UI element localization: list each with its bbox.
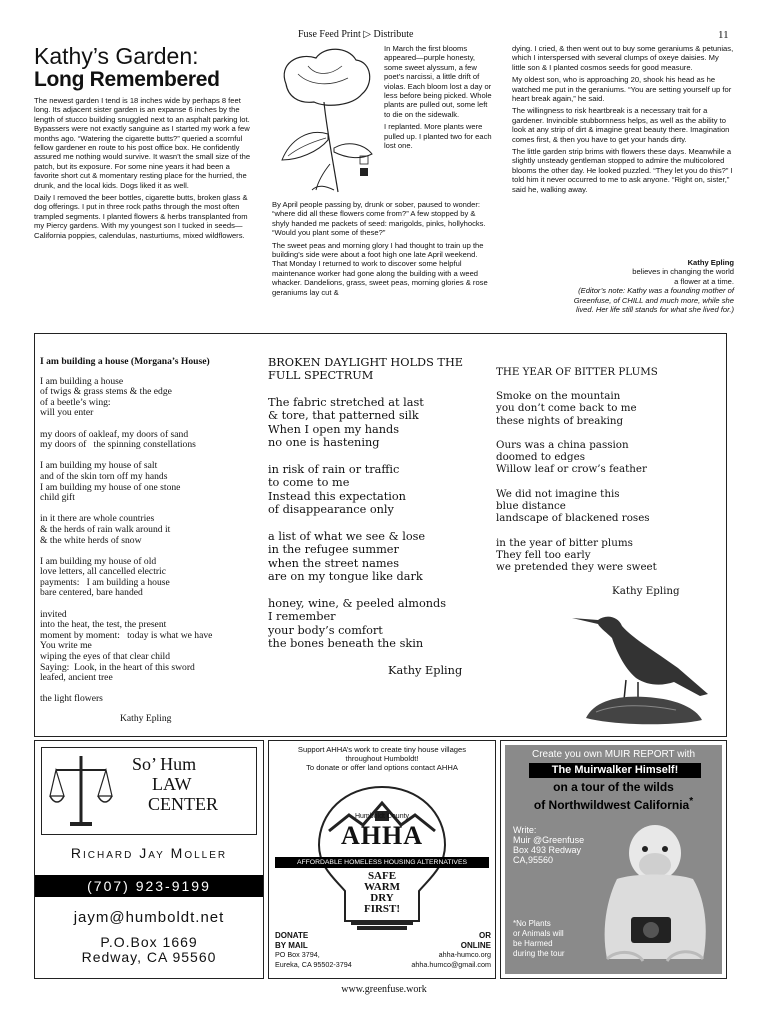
- poem-line: of disappearance only: [268, 503, 394, 517]
- poem-line: the light flowers: [40, 693, 103, 705]
- muir-disclaimer-line: be Harmed: [513, 939, 553, 948]
- poem-line: Willow leaf or crow’s feather: [496, 463, 647, 476]
- ahha-slogan-line: DRY: [370, 892, 394, 904]
- poem-line: to come to me: [268, 476, 350, 490]
- ahha-po-line: Eureka, CA 95502-3794: [275, 959, 352, 969]
- ahha-po-line: PO Box 3794,: [275, 950, 320, 959]
- ahha-online-label: OR: [479, 931, 491, 940]
- poem-line: child gift: [40, 492, 75, 504]
- muir-tour-line: on a tour of the wilds: [553, 780, 674, 794]
- article-paragraph: By April people passing by, drunk or sober, paused to wonder: “where did all these flowers come from?” A few stopped by & shyly handed me packets of seed: marigolds, pinks, hollyhocks. “Would you plant some of these?”: [272, 200, 486, 238]
- poem-line: Smoke on the mountain: [496, 390, 621, 403]
- poem-title: I am building a house (Morgana’s House): [40, 356, 210, 367]
- article-paragraph: dying. I cried, & then went out to buy some geraniums & petunias, which I interspersed with several clumps of oxeye daisies. My little son & I planted cosmos seeds for good measure.: [512, 44, 734, 72]
- poem-line: [268, 516, 493, 529]
- poem-bitter-plums: [496, 366, 696, 597]
- poem-line: [40, 599, 260, 610]
- poppy-illustration: [268, 44, 380, 194]
- muir-address-line: Write:: [513, 825, 537, 835]
- muir-disclaimer: [513, 919, 565, 959]
- muir-headline: Create you own MUIR REPORT with: [531, 749, 696, 760]
- poem-line: and of the skin torn off my hands: [40, 470, 168, 482]
- poem-line: You write me: [40, 640, 92, 652]
- poem-line: [268, 584, 493, 597]
- poem-line: leafed, ancient tree: [40, 672, 113, 684]
- poem-title: FULL SPECTRUM: [268, 369, 374, 383]
- poem-line: We did not imagine this: [496, 487, 620, 500]
- muir-region: of Northwildwest California: [533, 798, 690, 812]
- poem-line: [268, 449, 493, 462]
- article-paragraph: I replanted. More plants were pulled up. I planted two for each lost one.: [384, 122, 492, 151]
- poem-line: the bones beneath the skin: [268, 637, 424, 651]
- ahha-website[interactable]: ahha-humco.org: [438, 950, 491, 959]
- muir-asterisk: *: [689, 796, 694, 807]
- law-address-line: P.O.Box 1669: [100, 934, 198, 950]
- poem-line: honey, wine, & peeled almonds: [268, 596, 447, 610]
- poem-line: invited: [40, 608, 67, 620]
- article-column-2-top: [384, 44, 494, 153]
- chimpanzee-photo-icon: [587, 819, 719, 971]
- poem-author: Kathy Epling: [388, 663, 463, 677]
- poem-line: love letters, all cancelled electric: [40, 566, 166, 578]
- muir-address-line: CA,95560: [513, 855, 554, 865]
- poem-line: Ours was a china passion: [496, 439, 629, 452]
- law-name-line: So’ Hum: [132, 754, 197, 774]
- ahha-email[interactable]: ahha.humco@gmail.com: [411, 959, 491, 969]
- poem-author: Kathy Epling: [120, 713, 172, 724]
- attorney-name: Richard Jay Moller: [70, 845, 228, 861]
- poem-line: a list of what we see & lose: [268, 529, 426, 543]
- poem-line: in risk of rain or traffic: [268, 462, 400, 476]
- muir-subheadline: The Muirwalker Himself!: [529, 763, 701, 778]
- poem-line: when the street names: [268, 556, 400, 570]
- law-phone: (707) 923-9199: [35, 875, 263, 897]
- poem-line: Instead this expectation: [268, 489, 406, 503]
- footer-url[interactable]: www.greenfuse.work: [341, 984, 427, 995]
- poem-line: payments: I am building a house: [40, 576, 170, 588]
- poem-line: you don’t come back to me: [496, 402, 637, 415]
- ahha-online-info: [411, 931, 491, 969]
- poem-line: will you enter: [40, 407, 94, 419]
- poem-lines: [40, 377, 260, 705]
- article-column-3: [512, 44, 734, 197]
- law-center-name: [132, 754, 218, 814]
- article-paragraph: My oldest son, who is approaching 20, shook his head as he watched me put in the geraniums. “You are setting yourself up for heart break again,” he said.: [512, 75, 732, 104]
- poem-line: & tore, that patterned silk: [268, 409, 419, 423]
- poem-line: The fabric stretched at last: [268, 395, 424, 409]
- poem-line: [40, 419, 260, 430]
- author-name: Kathy Epling: [687, 258, 734, 267]
- poem-line: we pretended they were sweet: [496, 561, 657, 574]
- law-logo-box: [41, 747, 257, 835]
- poem-line: I remember: [268, 610, 336, 624]
- article-column-2-bottom: [272, 200, 494, 300]
- poem-broken-daylight: [268, 356, 493, 677]
- poem-line: my doors of the spinning constellations: [40, 439, 196, 451]
- ahha-donate-label: BY MAIL: [275, 940, 308, 950]
- editor-note-line: Greenfuse, of CHILL and much more, while she: [573, 295, 734, 305]
- muir-write-address: [513, 825, 584, 865]
- article-title-line1: Kathy’s Garden:: [34, 43, 199, 69]
- poem-line: are on my tongue like dark: [268, 570, 423, 584]
- law-address: [35, 935, 263, 965]
- poem-line: blue distance: [496, 500, 566, 513]
- ahha-intro: [269, 745, 495, 772]
- editor-note-line: (Editor’s note: Kathy was a founding mother of: [578, 286, 734, 296]
- poppy-icon: [268, 44, 380, 194]
- poem-line: in the year of bitter plums: [496, 536, 633, 549]
- poem-line: these nights of breaking: [496, 414, 624, 427]
- scales-of-justice-icon: [48, 752, 114, 830]
- muir-tour-line: [505, 796, 722, 812]
- poem-line: in the refugee summer: [268, 543, 399, 557]
- ahha-slogan-line: SAFE: [367, 870, 397, 882]
- poem-line: your body’s comfort: [268, 623, 383, 637]
- poem-line: & the herds of rain walk around it: [40, 523, 171, 535]
- poem-line: I am building my house of one stone: [40, 481, 181, 493]
- poem-line: my doors of oakleaf, my doors of sand: [40, 428, 189, 440]
- article-paragraph: The newest garden I tend is 18 inches wide by perhaps 8 feet long. Its adjacent sister garden is an expanse 6 inches by the length of stucco building snuggled next to an asphalt parking lot. Bypassers were not exactly sanguine as I started my work a few months ago. “Watering the cigarette butts?” queried a scornful fellow gardener en route to his post office box. He confidently assured me nothing would survive. It wasn’t the small size of the patch, but its exposure. For some nine years it had been a favorite short cut & momentary resting place for the hurried, the drunk, and the local kids. Dogs liked it as well.: [34, 96, 251, 190]
- author-bio-line: a flower at a time.: [674, 276, 734, 286]
- editor-note-line: lived. Her life still stands for what she lived for.): [576, 305, 734, 315]
- poem-line: into the heat, the test, the present: [40, 619, 167, 631]
- poem-morganas-house: [40, 357, 260, 725]
- article-title: [34, 44, 256, 91]
- poem-line: I am building my house of salt: [40, 460, 158, 472]
- ahha-tagline: AFFORDABLE HOMELESS HOUSING ALTERNATIVES: [275, 857, 489, 868]
- poem-lines: [496, 390, 696, 573]
- poem-line: They fell too early: [496, 548, 591, 561]
- poem-line: & the white herds of snow: [40, 534, 142, 546]
- article-paragraph: Daily I removed the beer bottles, cigarette butts, broken glass & dog offerings. I put in three rock paths through the most often trampled segments. I planted flowers & herbs transplanted from my Piercy gardens. With my youngest son I tucked in seeds—California poppies, calendulas, nasturtiums, mixed wildflowers.: [34, 193, 248, 240]
- poem-line: Saying: Look, in the heart of this sword: [40, 661, 195, 673]
- muir-ad-panel: [505, 745, 722, 974]
- law-name-line: CENTER: [148, 794, 218, 814]
- law-name-line: LAW: [152, 774, 192, 794]
- article-paragraph: The little garden strip brims with flowers these days. Meanwhile a slightly unsteady gentleman stopped to admire the multicolored blooms the other day. He looked puzzled. “They let you do this?” I told him it never occurred to me to ask anyone. “Right on, sister,” said he, walking away.: [512, 147, 733, 194]
- law-center-ad: [34, 740, 264, 979]
- bird-illustration: [566, 608, 716, 728]
- poem-line: of twigs & grass stems & the edge: [40, 386, 172, 398]
- ahha-slogan-line: WARM: [363, 881, 401, 893]
- poem-line: When I open my hands: [268, 422, 400, 436]
- poem-line: of a beetle’s wing:: [40, 396, 111, 408]
- page-number: 11: [718, 29, 729, 41]
- ahha-slogan: [342, 871, 422, 915]
- muir-disclaimer-line: *No Plants: [513, 919, 551, 928]
- poem-title: THE YEAR OF BITTER PLUMS: [496, 366, 658, 378]
- ahha-mail-info: [275, 931, 352, 969]
- header-nav: Fuse Feed Print ▷ Distribute: [298, 29, 414, 40]
- poem-author: Kathy Epling: [612, 585, 680, 598]
- ahha-slogan-line: FIRST!: [363, 903, 401, 915]
- ahha-intro-line: throughout Humboldt!: [345, 754, 419, 763]
- poem-line: no one is hastening: [268, 436, 380, 450]
- muir-disclaimer-line: during the tour: [513, 949, 565, 958]
- poem-line: moment by moment: today is what we have: [40, 629, 213, 641]
- article-paragraph: The willingness to risk heartbreak is a necessary trait for a gardener. Invincible stubbornness helps, as well as the ability to look at any strip of dirt & imagine great beauty there. Imagination comes first, & then you have to get your hands dirty.: [512, 106, 730, 144]
- article-column-1: [34, 96, 256, 243]
- poem-line: doomed to edges: [496, 451, 585, 464]
- law-address-line: Redway, CA 95560: [81, 949, 217, 965]
- muir-disclaimer-line: or Animals will: [513, 929, 564, 938]
- muir-address-line: Box 493 Redway: [513, 845, 582, 855]
- bird-icon: [566, 608, 716, 728]
- author-bio-line: believes in changing the world: [632, 267, 734, 277]
- poem-title: BROKEN DAYLIGHT HOLDS THE: [268, 356, 464, 369]
- poem-line: I am building my house of old: [40, 555, 157, 567]
- ahha-intro-line: Support AHHA’s work to create tiny house villages: [297, 745, 467, 754]
- poem-line: [496, 427, 696, 439]
- ahha-intro-line: To donate or offer land options contact AHHA: [306, 763, 458, 772]
- article-paragraph: In March the first blooms appeared—purple honesty, some sweet alyssum, a few poet’s narcissi, a little drift of violas. Each bloom lost a day or less before being picked. Whole plants are pulled out, some left to die on the sidewalk.: [384, 44, 492, 119]
- muir-address-line: Muir @Greenfuse: [513, 835, 585, 845]
- poem-line: [496, 476, 696, 488]
- ahha-donate-label: DONATE: [275, 931, 309, 940]
- poem-line: landscape of blackened roses: [496, 512, 650, 525]
- ahha-logo: AHHA: [341, 821, 423, 850]
- poem-line: I am building a house: [40, 375, 124, 387]
- author-bio: [512, 258, 734, 314]
- ahha-ad: [268, 740, 496, 979]
- muir-ad: [500, 740, 727, 979]
- poem-line: in it there are whole countries: [40, 513, 155, 525]
- article-paragraph: The sweet peas and morning glory I had thought to train up the building’s side were about a foot high one late April weekend. That Monday I returned to work to discover some helpful maintenance worker had gone along the building with a weed whacker. Dandelions, grass, sweet peas, morning glories & rose geraniums lay cut &: [272, 240, 488, 297]
- poem-lines: [268, 396, 493, 651]
- law-email: jaym@humboldt.net: [73, 909, 225, 926]
- ahha-online-label: ONLINE: [460, 940, 491, 950]
- article-title-line2: Long Remembered: [34, 68, 220, 91]
- poem-line: [496, 524, 696, 536]
- poem-line: wiping the eyes of that clear child: [40, 651, 171, 663]
- poem-line: bare centered, bare handed: [40, 587, 143, 599]
- ahha-county: Humboldt County: [354, 813, 410, 820]
